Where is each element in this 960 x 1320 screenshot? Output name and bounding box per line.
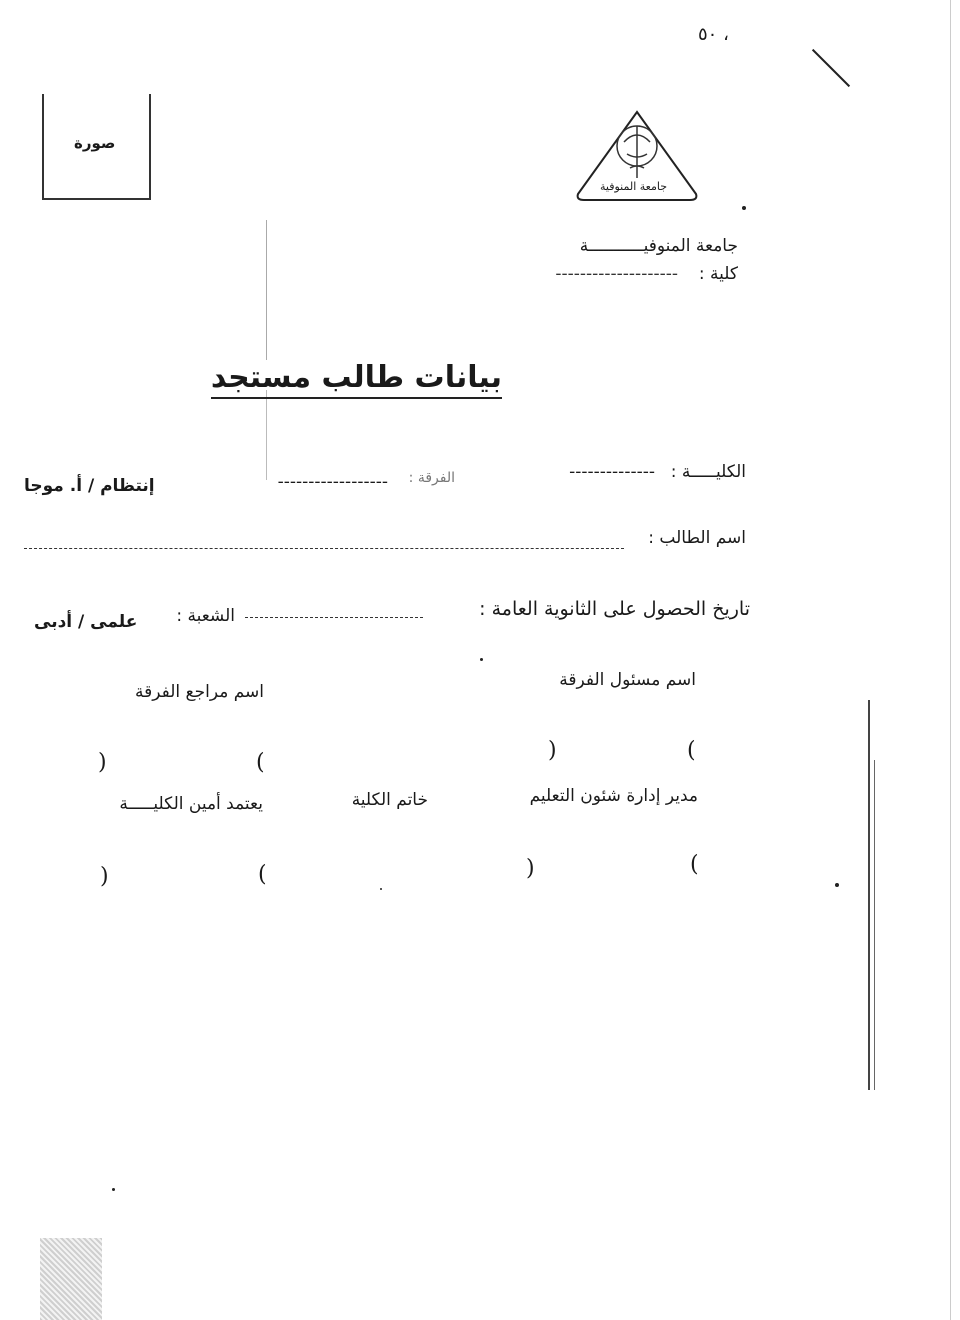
student-name-label: اسم الطالب : bbox=[648, 528, 746, 548]
class-officer-paren-open: ( bbox=[687, 738, 696, 763]
scan-vertical-line-left bbox=[266, 220, 267, 360]
class-reviewer-paren-open: ( bbox=[256, 750, 265, 775]
class-label: الفرقة : bbox=[408, 470, 455, 486]
education-director-paren-open: ( bbox=[690, 852, 699, 877]
scan-right-edge-line-2 bbox=[874, 760, 875, 1090]
college-label: كلية : bbox=[698, 264, 738, 284]
form-title: بيانات طالب مستجد bbox=[211, 360, 502, 399]
scan-noise-corner bbox=[40, 1238, 102, 1320]
university-logo bbox=[572, 108, 702, 204]
class-officer-paren-close: ) bbox=[548, 738, 557, 763]
class-dashes: ------------------ bbox=[277, 472, 388, 492]
certificate-date-label: تاريخ الحصول على الثانوية العامة : bbox=[479, 598, 750, 620]
certificate-date-field[interactable] bbox=[245, 617, 423, 618]
scan-dot bbox=[480, 658, 483, 661]
logo-caption: جامعة المنوفية bbox=[600, 180, 667, 193]
scan-far-right-line bbox=[950, 0, 951, 1320]
scan-dot bbox=[835, 883, 839, 887]
faculty-dashes: -------------- bbox=[569, 462, 655, 482]
scan-dot bbox=[380, 888, 382, 890]
faculty-label: الكليـــــة : bbox=[670, 462, 746, 482]
scan-top-number: ٥٠ ، bbox=[698, 24, 729, 45]
class-reviewer-paren-close: ) bbox=[98, 750, 107, 775]
university-line: جامعة المنوفيـــــــــــة bbox=[579, 236, 738, 256]
scan-vertical-line-left-2 bbox=[266, 390, 267, 480]
scan-stroke bbox=[812, 49, 850, 87]
photo-box bbox=[42, 94, 151, 200]
scan-right-edge-line bbox=[868, 700, 870, 1090]
study-type-value: إنتظام / أ. موجا bbox=[24, 476, 155, 496]
college-seal-label: خاتم الكلية bbox=[351, 790, 428, 810]
scan-dot bbox=[742, 206, 746, 210]
college-secretary-paren-open: ( bbox=[258, 862, 267, 887]
division-value: علمى / أدبى bbox=[34, 612, 138, 632]
education-director-paren-close: ) bbox=[526, 856, 535, 881]
scan-dot bbox=[112, 1188, 115, 1191]
college-secretary-label: يعتمد أمين الكليـــــة bbox=[119, 794, 263, 814]
education-director-label: مدير إدارة شئون التعليم bbox=[529, 786, 698, 806]
division-label: الشعبة : bbox=[176, 606, 235, 626]
student-name-field[interactable] bbox=[24, 548, 624, 549]
photo-label: صورة bbox=[74, 134, 116, 152]
college-header-value: -------------------- bbox=[555, 264, 678, 284]
class-reviewer-label: اسم مراجع الفرقة bbox=[135, 682, 264, 702]
class-officer-label: اسم مسئول الفرقة bbox=[559, 670, 696, 690]
college-secretary-paren-close: ) bbox=[100, 864, 109, 889]
